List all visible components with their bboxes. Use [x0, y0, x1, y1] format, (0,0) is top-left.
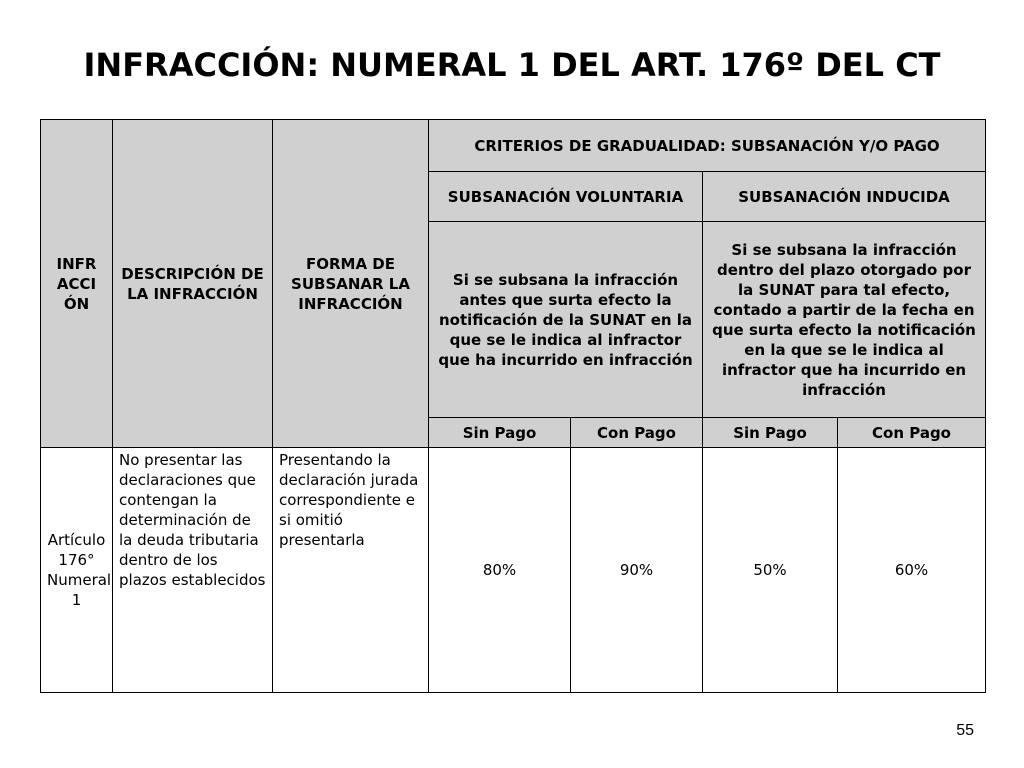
header-subsanacion-inducida: SUBSANACIÓN INDUCIDA	[703, 172, 986, 222]
cell-inducida-sin-pago: 50%	[703, 448, 838, 693]
header-row-criterios	[41, 120, 986, 172]
header-criterios: CRITERIOS DE GRADUALIDAD: SUBSANACIÓN Y/O PAGO	[429, 120, 986, 172]
header-inducida-descripcion: Si se subsana la infracción dentro del plazo otorgado por la SUNAT para tal efecto, contado a partir de la fecha en que surta efecto la notificación en la que se le indica al infractor que ha incurrido en infracción	[703, 222, 986, 418]
gradualidad-table	[40, 119, 986, 693]
slide-title: INFRACCIÓN: NUMERAL 1 DEL ART. 176º DEL CT	[83, 46, 941, 84]
table-row	[41, 448, 986, 693]
header-sin-pago-inducida: Sin Pago	[703, 418, 838, 448]
cell-infraccion: Artículo 176° Numeral 1	[41, 448, 113, 693]
cell-forma-subsanar: Presentando la declaración jurada correspondiente e si omitió presentarla	[273, 448, 429, 693]
header-descripcion: DESCRIPCIÓN DE LA INFRACCIÓN	[113, 120, 273, 448]
cell-inducida-con-pago: 60%	[838, 448, 986, 693]
header-forma-subsanar: FORMA DE SUBSANAR LA INFRACCIÓN	[273, 120, 429, 448]
header-infraccion: INFR ACCI ÓN	[41, 120, 113, 448]
cell-voluntaria-con-pago: 90%	[571, 448, 703, 693]
cell-descripcion: No presentar las declaraciones que contengan la determinación de la deuda tributaria dentro de los plazos establecidos	[113, 448, 273, 693]
header-con-pago-inducida: Con Pago	[838, 418, 986, 448]
header-sin-pago-voluntaria: Sin Pago	[429, 418, 571, 448]
header-voluntaria-descripcion: Si se subsana la infracción antes que surta efecto la notificación de la SUNAT en la que se le indica al infractor que ha incurrido en infracción	[429, 222, 703, 418]
page-number: 55	[956, 722, 974, 739]
cell-voluntaria-sin-pago: 80%	[429, 448, 571, 693]
header-subsanacion-voluntaria: SUBSANACIÓN VOLUNTARIA	[429, 172, 703, 222]
header-con-pago-voluntaria: Con Pago	[571, 418, 703, 448]
